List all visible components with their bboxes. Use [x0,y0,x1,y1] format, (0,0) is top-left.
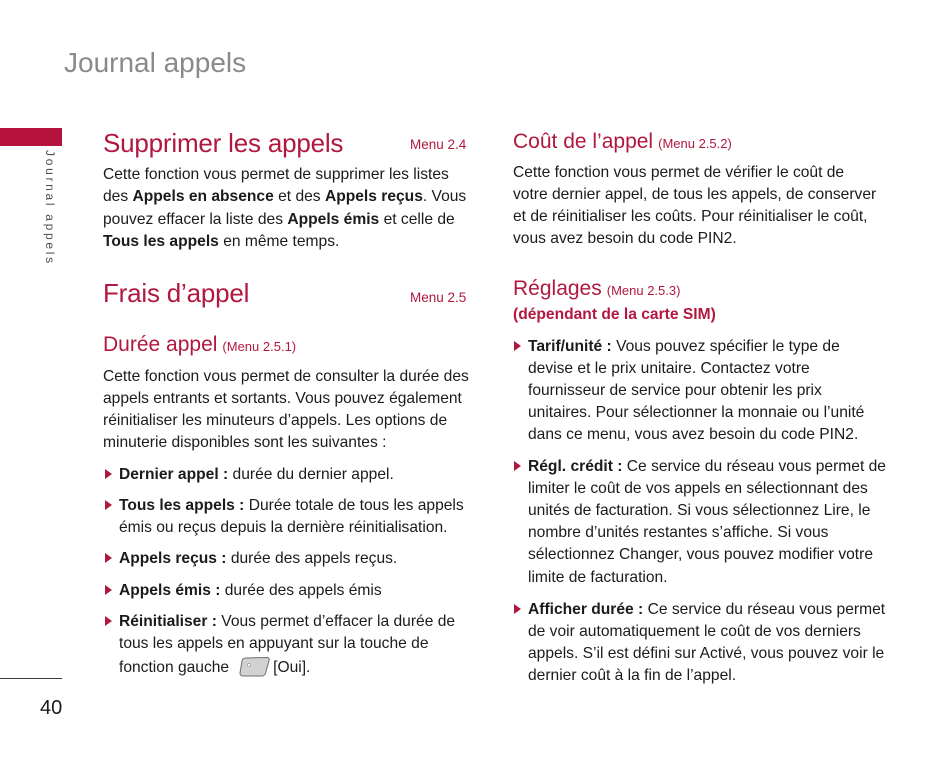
text-segment: Ce service du réseau vous permet [647,600,886,618]
menu-ref: (Menu 2.5.1) [222,339,297,354]
bullet-line: émis ou reçus depuis la dernière réinitialisation. [119,518,448,536]
cout-description [513,162,876,250]
text-segment: Cette fonction vous permet de supprimer les listes [103,165,449,183]
bullet-label: Tarif/unité : [528,337,612,355]
text-line [103,186,466,209]
text-line: vous avez besoin du code PIN2. [513,229,737,247]
menu-ref: (Menu 2.5.3) [606,283,681,298]
bullet-item [105,611,455,680]
text-segment: durée du dernier appel. [232,465,394,483]
bullet-text [119,464,394,486]
text-line [103,231,466,254]
bullet-text [119,580,382,602]
bullet-label: Tous les appels : [119,496,245,514]
bullet-line: limiter le coût de vos appels en sélectionnant des [528,479,868,497]
bullet-line [528,336,864,358]
text-segment: Ce service du réseau vous permet de [626,457,886,475]
bullet-item [105,495,464,539]
text-segment: en même temps. [223,233,340,251]
text-line [103,209,466,232]
bullet-arrow-icon [514,341,521,351]
bullet-item [514,599,885,687]
text-segment: durée des appels émis [224,581,382,599]
menu-ref-frais: Menu 2.5 [410,289,467,305]
bullet-arrow-icon [105,469,112,479]
bullet-item [105,464,394,486]
bullet-item [514,336,864,446]
bullet-label: Régl. crédit : [528,457,623,475]
bullet-line [119,580,382,602]
text-line: réinitialiser les minuteurs d’appels. Les options de [103,411,448,429]
text-line: minuterie disponibles sont les suivantes : [103,433,387,451]
text-segment: durée des appels reçus. [230,549,398,567]
bullet-line: sélectionnez Changer, vous pouvez modifier votre [528,546,873,564]
bullet-arrow-icon [105,553,112,563]
bullet-label: Appels reçus : [119,549,227,567]
bold-term: Appels en absence [132,188,274,206]
bold-term: Appels émis [287,210,380,228]
subsection-title: Durée appel [103,333,218,356]
bullet-text [119,495,464,539]
bullet-arrow-icon [105,585,112,595]
text-segment: et des [278,188,321,206]
text-segment: pouvez effacer la liste des [103,210,284,228]
bold-term: Appels reçus [324,188,423,206]
page-number: 40 [40,697,63,719]
subsection-heading-reglages [513,278,680,299]
text-segment: [Oui]. [273,658,311,676]
left-softkey-icon [238,656,270,677]
page-header-title: Journal appels [64,47,247,78]
section-title-supprimer: Supprimer les appels [103,128,344,158]
bullet-label: Appels émis : [119,581,221,599]
bullet-text [528,599,885,687]
bullet-text [528,336,864,446]
softkey-shape [240,657,269,676]
text-line: et de réinitialiser les coûts. Pour réinitialiser le coût, [513,207,868,225]
duree-description [103,366,469,454]
bullet-line [528,456,886,478]
bullet-line [119,464,394,486]
bullet-line: unitaires. Pour sélectionner la monnaie ou l’unité [528,403,865,421]
bullet-text [119,548,397,570]
bullet-line [119,611,455,634]
text-segment: fonction gauche [119,658,230,676]
bold-term: Tous les appels [103,233,219,251]
bullet-label: Afficher durée : [528,600,644,618]
bullet-arrow-icon [514,461,521,471]
bullet-line: unités de facturation. Si vous sélectionnez Lire, le [528,501,871,519]
text-line: Cette fonction vous permet de vérifier le coût de [513,163,845,181]
bullet-text [528,456,886,589]
bullet-label: Réinitialiser : [119,612,217,630]
subsection-title: Coût de l’appel [513,130,654,153]
text-segment: Durée totale de tous les appels [248,496,464,514]
bullet-line: tous les appels en appuyant sur la touche de [119,635,429,652]
sim-dependency-note: (dépendant de la carte SIM) [513,305,716,323]
bullet-line: nombre d’unités restantes s’affiche. Si vous [528,524,829,542]
bullet-arrow-icon [514,604,521,614]
bullet-label: Dernier appel : [119,465,229,483]
text-segment: Vous pouvez spécifier le type de [616,337,840,355]
bullet-line: limite de facturation. [528,568,668,586]
subsection-heading-duree [103,334,296,355]
bullet-line: dans ce menu, vous avez besoin du code PIN2. [528,425,859,443]
section-title-frais: Frais d’appel [103,278,250,308]
bullet-line [119,495,464,517]
menu-ref: (Menu 2.5.2) [658,136,732,151]
bullet-line [528,599,885,621]
bullet-arrow-icon [105,500,112,510]
bullet-line: devise et le prix unitaire. Contactez votre [528,359,810,377]
supprimer-description [103,164,466,254]
subsection-heading-cout [513,131,732,152]
text-line: appels entrants et sortants. Vous pouvez également [103,389,462,407]
text-line [103,164,466,187]
text-segment: des [103,188,129,206]
text-line: votre dernier appel, de tous les appels, de conserver [513,185,877,203]
bullet-line: dernier coût à la fin de l’appel. [528,666,737,684]
text-segment: . Vous [422,188,467,206]
bullet-text [119,611,455,680]
text-segment: Vous permet d’effacer la durée de [221,612,456,630]
bullet-line: fournisseur de service pour obtenir les prix [528,381,822,399]
text-segment: et celle de [383,210,455,228]
footer-rule [0,678,62,679]
bullet-line: de voir automatiquement le coût de vos derniers [528,622,861,640]
menu-ref-supprimer: Menu 2.4 [410,136,467,152]
bullet-item [105,580,382,602]
subsection-title: Réglages [513,277,602,300]
softkey-dot [248,663,251,666]
side-tab-label: Journal appels [43,150,57,266]
bullet-line [119,548,397,570]
bullet-arrow-icon [105,616,112,626]
text-line: Cette fonction vous permet de consulter la durée des [103,367,469,385]
bullet-line: appels. S’il est défini sur Activé, vous pouvez voir le [528,644,885,662]
bullet-item [514,456,886,589]
section-tab-marker [0,128,62,146]
bullet-item [105,548,397,570]
bullet-line [119,656,455,680]
